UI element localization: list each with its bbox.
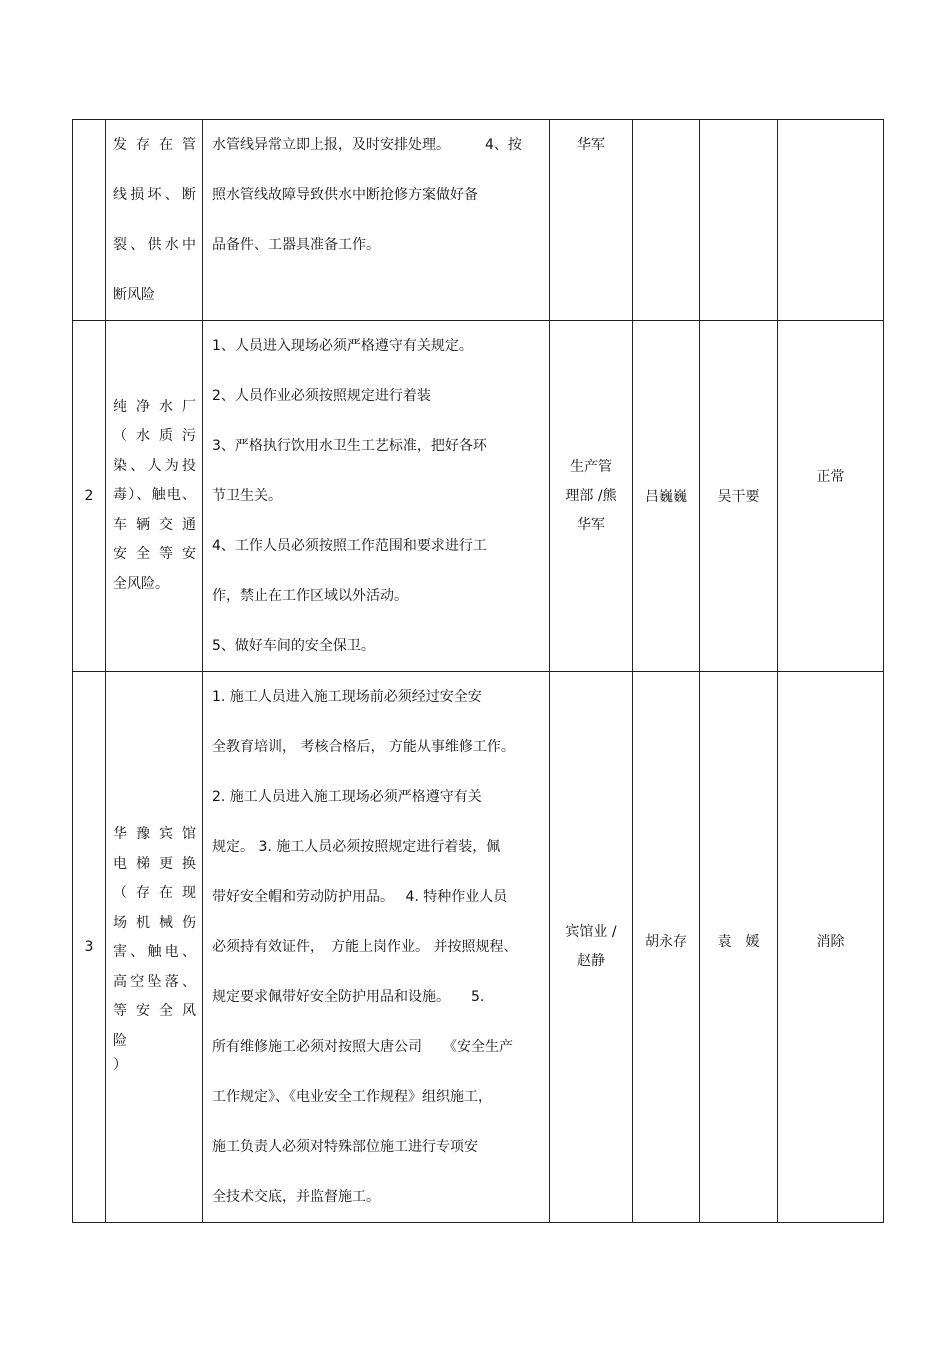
measure-line: 品备件、工器具准备工作。	[212, 237, 380, 253]
measure-line: 1、人员进入现场必须严格遵守有关规定。	[212, 338, 473, 354]
department-line: 理部 /熊	[565, 487, 617, 504]
risk-name-line: 纯 净 水 厂	[113, 398, 196, 415]
risk-name-cell	[106, 321, 203, 672]
risk-name-line: 车 辆 交 通	[113, 516, 196, 533]
measures-cell	[203, 321, 550, 672]
risk-name-line: 安 全 等 安	[113, 546, 196, 563]
department-line: 赵静	[577, 953, 605, 969]
risk-name-line: 毒）、触电、	[113, 487, 196, 504]
person-cell	[700, 120, 778, 321]
risk-table	[72, 119, 884, 1223]
risk-name-line: 全风险。	[113, 575, 169, 592]
status-cell	[778, 321, 884, 672]
department-cell	[550, 672, 633, 1223]
department-cell	[550, 321, 633, 672]
risk-name-line: 线损坏、断	[113, 187, 196, 203]
person-cell	[633, 672, 700, 1223]
measure-line: 5、做好车间的安全保卫。	[212, 638, 375, 654]
risk-name-line: 裂、供水中	[113, 237, 196, 253]
status-cell	[778, 672, 884, 1223]
person-cell	[633, 120, 700, 321]
measure-line: 3、严格执行饮用水卫生工艺标准，把好各环	[212, 438, 487, 454]
status-text: 正常	[816, 469, 845, 485]
measure-line: 所有维修施工必须对按照大唐公司 《安全生产	[212, 1039, 513, 1055]
department-line: 宾馆业 /	[565, 924, 617, 940]
risk-name-line: 染、人为投	[113, 457, 196, 474]
department-line: 华军	[577, 137, 605, 153]
measure-line: 作，禁止在工作区域以外活动。	[212, 588, 408, 604]
measure-line: 2、人员作业必须按照规定进行着装	[212, 388, 431, 404]
status-text: 消除	[816, 934, 845, 950]
measures-cell	[203, 672, 550, 1223]
risk-name-cell	[106, 672, 203, 1223]
department-cell	[550, 120, 633, 321]
risk-name-line: 断风险	[113, 287, 155, 303]
measure-line: 水管线异常立即上报，及时安排处理。 4、按	[212, 137, 522, 153]
row-number	[73, 120, 106, 321]
risk-name-line: 场 机 械 伤	[113, 914, 196, 931]
measure-line: 2. 施工人员进入施工现场必须严格遵守有关	[212, 789, 482, 805]
measures-cell	[203, 120, 550, 321]
risk-name-line: （ 水 质 污	[113, 428, 196, 445]
measure-line: 带好安全帽和劳动防护用品。 4. 特种作业人员	[212, 889, 508, 905]
measure-line: 节卫生关。	[212, 488, 282, 504]
risk-name-line: 发 存 在 管	[113, 137, 196, 153]
measure-line: 全技术交底，并监督施工。	[212, 1189, 380, 1205]
measure-line: 规定。 3. 施工人员必须按照规定进行着装，佩	[212, 839, 501, 855]
risk-name-line: 等 安 全 风	[113, 1003, 196, 1019]
table-row	[73, 321, 884, 672]
person-cell: 吴干要	[700, 321, 778, 672]
measure-line: 施工负责人必须对特殊部位施工进行专项安	[212, 1139, 478, 1155]
risk-name-line: 险	[113, 1032, 127, 1049]
risk-name-line: 电 梯 更 换	[113, 855, 196, 872]
row-number: 3	[73, 672, 106, 1223]
person-name: 袁 媛	[717, 934, 760, 950]
table-row	[73, 120, 884, 321]
risk-name-line: 害、触电、	[113, 944, 196, 960]
measure-line: 照水管线故障导致供水中断抢修方案做好备	[212, 187, 478, 203]
measure-line: 规定要求佩带好安全防护用品和设施。 5.	[212, 989, 485, 1005]
measure-line: 1. 施工人员进入施工现场前必须经过安全安	[212, 689, 482, 705]
department-line: 华军	[577, 516, 605, 533]
risk-name-cell	[106, 120, 203, 321]
status-cell	[778, 120, 884, 321]
person-cell: 吕巍巍	[633, 321, 700, 672]
measure-line: 全教育培训， 考核合格后， 方能从事维修工作。	[212, 739, 515, 755]
department-line: 生产管	[570, 458, 612, 475]
person-name: 胡永存	[645, 934, 687, 950]
measure-line: 4、工作人员必须按照工作范围和要求进行工	[212, 538, 487, 554]
measure-line: 工作规定》、《电业安全工作规程》组织施工，	[212, 1089, 492, 1105]
risk-name-line: 高空坠落、	[113, 973, 196, 990]
person-cell	[700, 672, 778, 1223]
row-number: 2	[73, 321, 106, 672]
risk-name-line: ）	[113, 1057, 127, 1073]
risk-name-line: 华 豫 宾 馆	[113, 826, 196, 842]
risk-name-line: （ 存 在 现	[113, 885, 196, 901]
table-row	[73, 672, 884, 1223]
measure-line: 必须持有效证件， 方能上岗作业。 并按照规程、	[212, 939, 518, 955]
